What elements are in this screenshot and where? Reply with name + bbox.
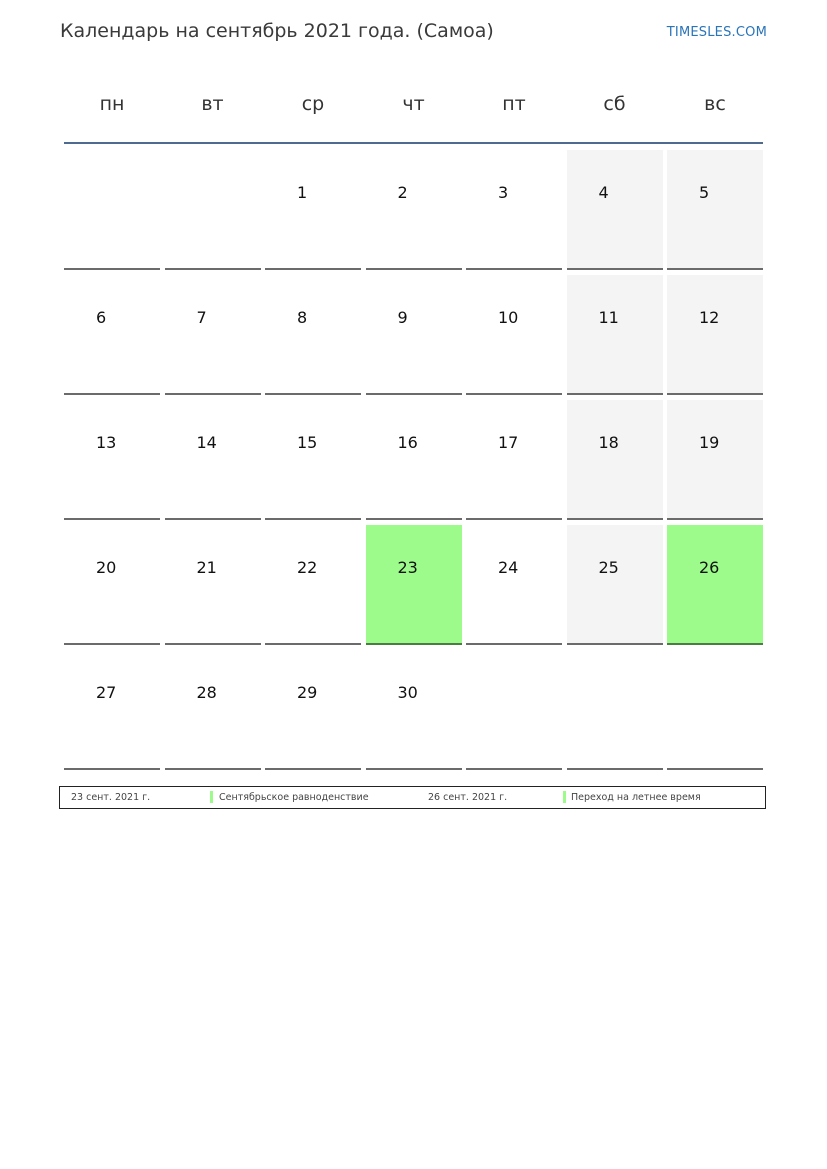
day-number: 26 <box>699 558 720 577</box>
day-number: 15 <box>297 433 318 452</box>
calendar-day <box>567 150 663 270</box>
calendar-day <box>265 275 361 395</box>
calendar-day <box>567 525 663 645</box>
calendar-day <box>165 525 261 645</box>
calendar-day <box>567 275 663 395</box>
weekday-fri: пт <box>502 93 526 115</box>
calendar-day <box>567 400 663 520</box>
brand-link[interactable]: TIMESLES.COM <box>666 25 767 40</box>
day-number: 19 <box>699 433 720 452</box>
weekday-thu: чт <box>402 93 425 115</box>
day-number: 23 <box>397 558 418 577</box>
calendar-day <box>165 650 261 770</box>
day-number: 4 <box>598 183 609 202</box>
weekday-mon: пн <box>99 93 125 115</box>
day-number: 28 <box>196 683 217 702</box>
day-number: 24 <box>498 558 519 577</box>
calendar-day <box>265 400 361 520</box>
calendar-day <box>667 400 763 520</box>
calendar-day <box>366 525 462 645</box>
calendar-day <box>366 150 462 270</box>
calendar-day <box>466 400 562 520</box>
day-number: 22 <box>297 558 318 577</box>
weekday-sun: вс <box>704 93 726 115</box>
calendar-day <box>366 650 462 770</box>
legend-name-equinox: Сентябрьское равноденствие <box>219 792 369 803</box>
day-number: 3 <box>498 183 509 202</box>
calendar-day <box>265 650 361 770</box>
calendar-day <box>667 275 763 395</box>
calendar-day <box>466 525 562 645</box>
day-number: 8 <box>297 308 308 327</box>
legend-swatch-equinox <box>210 791 213 803</box>
calendar-day <box>466 275 562 395</box>
calendar-empty-cell <box>466 650 562 770</box>
day-number: 16 <box>397 433 418 452</box>
calendar-empty-cell <box>567 650 663 770</box>
day-number: 21 <box>196 558 217 577</box>
calendar-day <box>64 400 160 520</box>
calendar-day <box>366 275 462 395</box>
holiday-legend <box>59 786 766 809</box>
calendar-day <box>64 275 160 395</box>
calendar-day <box>64 525 160 645</box>
calendar-grid <box>64 150 763 770</box>
legend-name-dst: Переход на летнее время <box>571 792 701 803</box>
day-number: 1 <box>297 183 308 202</box>
day-number: 12 <box>699 308 720 327</box>
calendar-day <box>366 400 462 520</box>
day-number: 10 <box>498 308 519 327</box>
calendar-day <box>667 525 763 645</box>
day-number: 6 <box>96 308 107 327</box>
day-number: 9 <box>397 308 408 327</box>
calendar-day <box>265 150 361 270</box>
day-number: 13 <box>96 433 117 452</box>
day-number: 27 <box>96 683 117 702</box>
weekday-tue: вт <box>201 93 224 115</box>
weekday-sat: сб <box>603 93 626 115</box>
day-number: 30 <box>397 683 418 702</box>
calendar-day <box>667 150 763 270</box>
calendar-empty-cell <box>64 150 160 270</box>
day-number: 17 <box>498 433 519 452</box>
day-number: 25 <box>598 558 619 577</box>
calendar-day <box>165 400 261 520</box>
calendar-day <box>64 650 160 770</box>
day-number: 2 <box>397 183 408 202</box>
weekday-wed: ср <box>301 93 325 115</box>
legend-swatch-dst <box>563 791 566 803</box>
day-number: 29 <box>297 683 318 702</box>
day-number: 18 <box>598 433 619 452</box>
legend-date-equinox: 23 сент. 2021 г. <box>71 792 151 803</box>
calendar-day <box>466 150 562 270</box>
day-number: 20 <box>96 558 117 577</box>
day-number: 11 <box>598 308 619 327</box>
page-title: Календарь на сентябрь 2021 года. (Самоа) <box>60 20 494 42</box>
calendar-day <box>265 525 361 645</box>
day-number: 7 <box>196 308 207 327</box>
calendar-empty-cell <box>165 150 261 270</box>
day-number: 5 <box>699 183 710 202</box>
day-number: 14 <box>196 433 217 452</box>
weekday-header <box>64 70 763 144</box>
legend-date-dst: 26 сент. 2021 г. <box>428 792 508 803</box>
calendar-empty-cell <box>667 650 763 770</box>
calendar-day <box>165 275 261 395</box>
